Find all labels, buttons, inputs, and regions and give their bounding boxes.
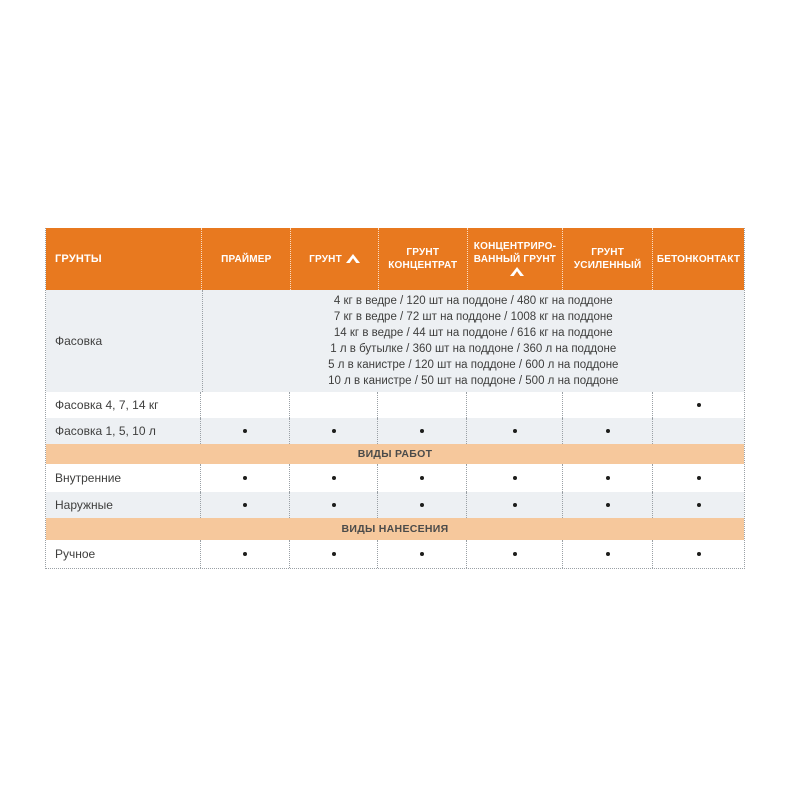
packaging-line: 7 кг в ведре / 72 шт на поддоне / 1008 кг на поддоне xyxy=(333,311,613,323)
matrix-cell xyxy=(289,392,377,418)
row-label: Фасовка 1, 5, 10 л xyxy=(55,424,156,438)
dot-marker xyxy=(332,429,336,433)
dot-marker xyxy=(420,476,424,480)
matrix-cell xyxy=(289,492,377,518)
column-header-betonkontakt xyxy=(652,228,744,290)
matrix-cell xyxy=(466,540,562,568)
matrix-cell xyxy=(562,392,652,418)
dot-marker xyxy=(243,552,247,556)
matrix-cell xyxy=(562,418,652,444)
packaging-line: 14 кг в ведре / 44 шт на поддоне / 616 кг на поддоне xyxy=(333,327,613,339)
dot-marker xyxy=(332,552,336,556)
matrix-cell xyxy=(200,464,289,492)
row-label: Фасовка 4, 7, 14 кг xyxy=(55,398,159,412)
column-header-grunt-usilenny xyxy=(562,228,652,290)
dot-marker xyxy=(606,429,610,433)
packaging-line: 5 л в канистре / 120 шт на поддоне / 600 л на поддоне xyxy=(328,359,619,371)
dot-marker xyxy=(243,476,247,480)
column-header-praymer xyxy=(201,228,290,290)
matrix-cell xyxy=(377,492,466,518)
dot-marker xyxy=(420,429,424,433)
matrix-cell xyxy=(466,464,562,492)
dot-marker xyxy=(332,476,336,480)
matrix-cell xyxy=(652,464,744,492)
matrix-cells xyxy=(200,464,744,492)
matrix-cell xyxy=(562,464,652,492)
section-band-label: ВИДЫ НАНЕСЕНИЯ xyxy=(341,523,449,535)
dot-marker xyxy=(697,503,701,507)
column-header-label: ПРАЙМЕР xyxy=(221,253,272,265)
dot-marker xyxy=(513,503,517,507)
dot-marker xyxy=(513,429,517,433)
dot-marker xyxy=(420,503,424,507)
matrix-cell xyxy=(652,540,744,568)
dot-marker xyxy=(513,476,517,480)
matrix-cell xyxy=(652,492,744,518)
column-header-label: ГРУНТ КОНЦЕНТРАТ xyxy=(388,247,458,271)
matrix-cell xyxy=(652,418,744,444)
section-band-label: ВИДЫ РАБОТ xyxy=(357,448,433,460)
column-header-kontsentrirovanny-grunt xyxy=(467,228,563,290)
dot-marker xyxy=(606,552,610,556)
row-label: Наружные xyxy=(55,498,113,512)
dot-marker xyxy=(697,476,701,480)
matrix-cell xyxy=(562,540,652,568)
column-header-label: ГРУНТ УСИЛЕННЫЙ xyxy=(573,247,642,271)
dot-marker xyxy=(606,503,610,507)
matrix-cell xyxy=(200,540,289,568)
matrix-cell xyxy=(289,418,377,444)
table-row xyxy=(46,418,744,444)
column-header-label: БЕТОНКОНТАКТ xyxy=(656,253,741,265)
packaging-line: 1 л в бутылке / 360 шт на поддоне / 360 л на поддоне xyxy=(330,343,617,355)
matrix-cells xyxy=(200,540,744,568)
column-header-grunty xyxy=(46,228,201,290)
table-row xyxy=(46,540,744,568)
column-header-grunt xyxy=(290,228,378,290)
packaging-line: 10 л в канистре / 50 шт на поддоне / 500 л на поддоне xyxy=(328,375,619,387)
matrix-cell xyxy=(377,540,466,568)
table-row xyxy=(46,464,744,492)
table-header-row xyxy=(46,228,744,290)
packaging-row xyxy=(46,290,744,392)
row-label: Внутренние xyxy=(55,471,122,485)
matrix-cell xyxy=(289,540,377,568)
matrix-cell xyxy=(200,492,289,518)
column-header-label: ГРУНТЫ xyxy=(55,252,102,265)
matrix-cell xyxy=(466,418,562,444)
matrix-cell xyxy=(200,418,289,444)
section-band-work-types xyxy=(46,444,744,464)
matrix-cells xyxy=(200,492,744,518)
matrix-cells xyxy=(200,418,744,444)
dot-marker xyxy=(420,552,424,556)
row-label-fasovka: Фасовка xyxy=(55,334,103,348)
table-row xyxy=(46,492,744,518)
dot-marker xyxy=(243,429,247,433)
primers-spec-table xyxy=(45,228,745,569)
matrix-cell xyxy=(377,464,466,492)
matrix-cell xyxy=(377,418,466,444)
table-row xyxy=(46,392,744,418)
matrix-cell xyxy=(466,492,562,518)
matrix-cell xyxy=(652,392,744,418)
section-band-application-types xyxy=(46,518,744,540)
matrix-cell xyxy=(466,392,562,418)
dot-marker xyxy=(697,403,701,407)
dot-marker xyxy=(243,503,247,507)
column-header-label: КОНЦЕНТРИРО-ВАННЫЙ ГРУНТ xyxy=(472,240,559,279)
mountain-icon xyxy=(346,254,360,263)
column-header-label: ГРУНТ xyxy=(309,253,360,266)
matrix-cell xyxy=(562,492,652,518)
matrix-cell xyxy=(377,392,466,418)
dot-marker xyxy=(606,476,610,480)
dot-marker xyxy=(697,552,701,556)
packaging-details xyxy=(202,290,744,392)
packaging-line: 4 кг в ведре / 120 шт на поддоне / 480 кг на поддоне xyxy=(333,295,613,307)
matrix-cell xyxy=(289,464,377,492)
row-label: Ручное xyxy=(55,547,96,561)
mountain-icon xyxy=(510,267,524,276)
column-header-grunt-kontsentrat xyxy=(378,228,467,290)
matrix-cells xyxy=(200,392,744,418)
dot-marker xyxy=(513,552,517,556)
dot-marker xyxy=(332,503,336,507)
matrix-cell xyxy=(200,392,289,418)
